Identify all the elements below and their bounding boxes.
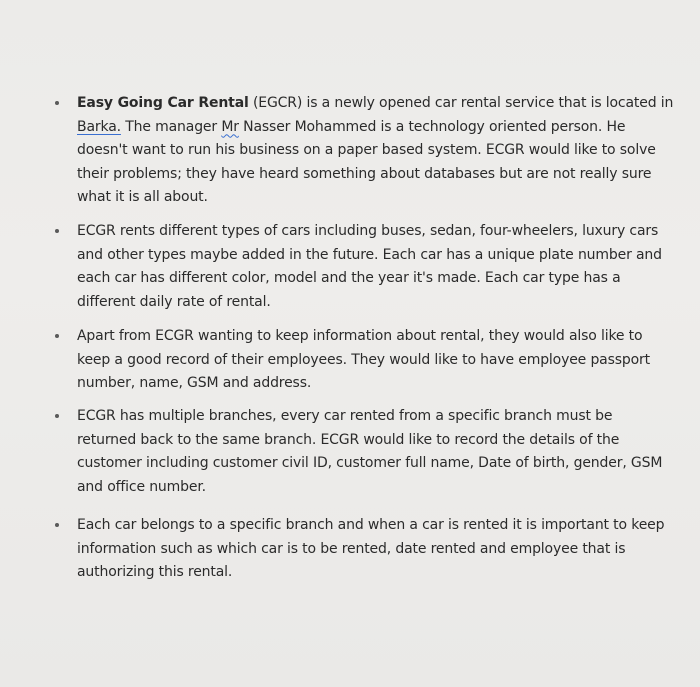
bullet-icon — [55, 101, 59, 105]
bullet-icon — [55, 229, 59, 233]
bullet-text: ECGR rents different types of cars including buses, sedan, four-wheelers, luxury cars and other types maybe added in the future. Each car has a unique plate number and each car has different color, model and the year it's made. Each car type has a different daily rate of rental. — [77, 223, 662, 310]
bullet-icon — [55, 334, 59, 338]
company-name: Easy Going Car Rental — [77, 95, 249, 111]
spellcheck-word: Mr — [221, 118, 239, 135]
bullet-text: Each car belongs to a specific branch and when a car is rented it is important to keep information such as which car is to be rented, date rented and employee that is authorizing this rental. — [77, 517, 665, 580]
bullet-text: Easy Going Car Rental (EGCR) is a newly opened car rental service that is located in Barka. The manager Mr Nasser Mohammed is a technology oriented person. He doesn't want to run his business on a paper based system. ECGR would like to solve their problems; they have heard something about databases but are not really sure what it is all about. — [77, 95, 674, 205]
spellcheck-word: Barka. — [77, 118, 121, 135]
bullet-icon — [55, 523, 59, 527]
bullet-text: ECGR has multiple branches, every car rented from a specific branch must be returned back to the same branch. ECGR would like to record the details of the customer including customer civil ID, customer full name, Date of birth, gender, GSM and office number. — [77, 408, 663, 495]
bullet-icon — [55, 414, 59, 418]
bullet-text: Apart from ECGR wanting to keep information about rental, they would also like to keep a good record of their employees. They would like to have employee passport number, name, GSM and address. — [77, 328, 650, 391]
